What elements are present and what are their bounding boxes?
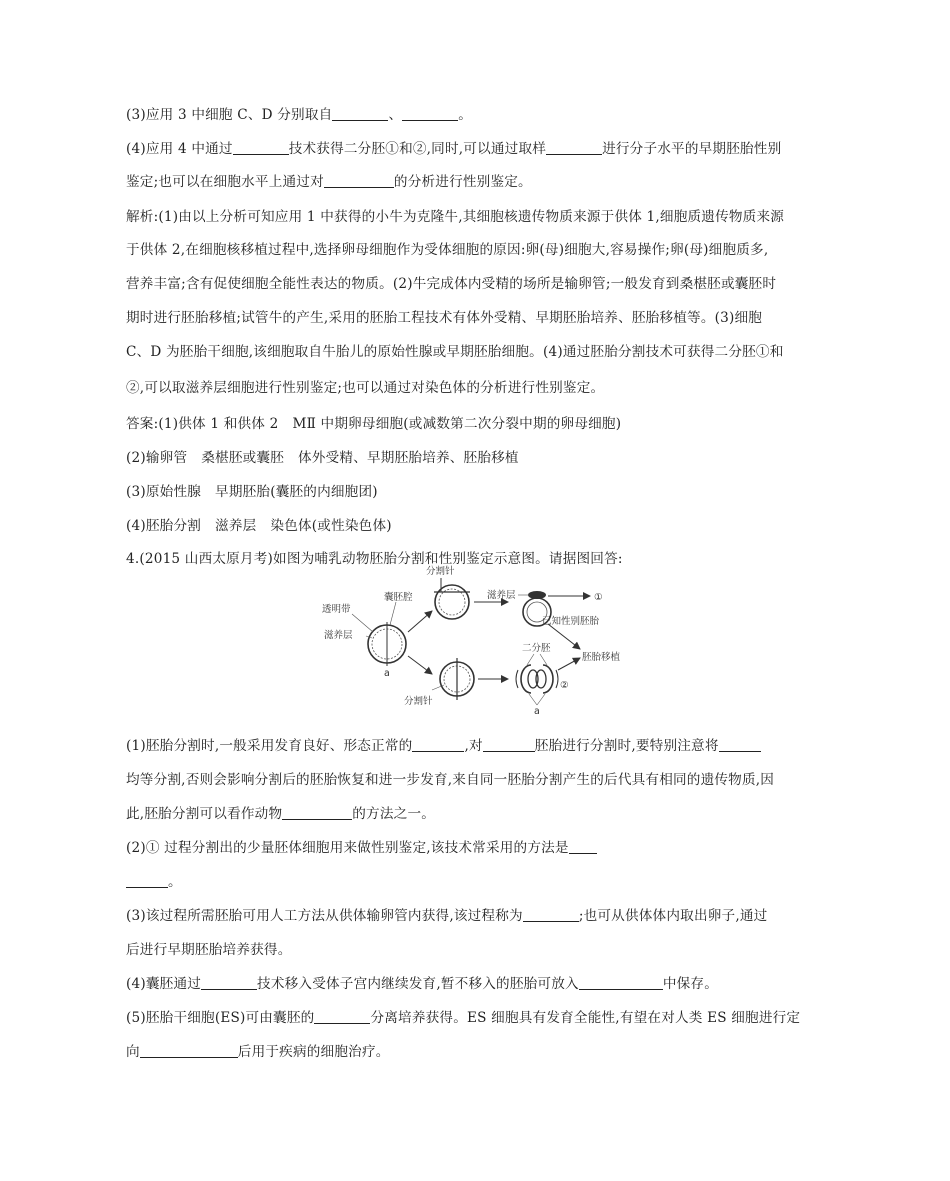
two-half-embryos: [516, 665, 558, 693]
label-mark-2: ②: [560, 680, 569, 691]
answer-blank[interactable]: [402, 106, 458, 121]
answer-blank[interactable]: [719, 737, 761, 752]
q4-part5-line2: 向 后用于疾病的细胞治疗。: [126, 1044, 390, 1060]
answer-line-4: (4)胚胎分割 滋养层 染色体(或性染色体): [126, 518, 392, 534]
answer-blank[interactable]: [546, 140, 602, 155]
q4-part5-line1: (5)胚胎干细胞(ES)可由囊胚的 分离培养获得。ES 细胞具有发育全能性,有望在对人类 ES 细胞进行定: [126, 1010, 801, 1026]
answer-line-2: (2)输卵管 桑椹胚或囊胚 体外受精、早期胚胎培养、胚胎移植: [126, 450, 519, 466]
label-zona: 透明带: [322, 604, 351, 615]
answer-blank[interactable]: [201, 975, 257, 990]
answer-blank[interactable]: [569, 839, 597, 854]
label-transfer: 胚胎移植: [582, 652, 621, 663]
analysis-line-2: 于供体 2,在细胞核移植过程中,选择卵母细胞作为受体细胞的原因:卵(母)细胞大,容易操作;卵(母)细胞质多,: [126, 242, 769, 258]
q4-part1-line2: 均等分割,否则会影响分割后的胚胎恢复和进一步发育,来自同一胚胎分割产生的后代具有相同的遗传物质,因: [126, 772, 775, 788]
answer-blank[interactable]: [523, 907, 579, 922]
label-needle-top: 分割针: [426, 566, 455, 577]
answer-blank[interactable]: [324, 173, 394, 188]
blastocyst-left: [368, 622, 406, 666]
q4-part2-line1: (2)① 过程分割出的少量胚体细胞用来做性别鉴定,该技术常采用的方法是: [126, 836, 597, 856]
label-cavity: 囊胚腔: [384, 592, 413, 603]
analysis-line-1: 解析:(1)由以上分析可知应用 1 中获得的小牛为克隆牛,其细胞核遗传物质来源于供体 1,细胞质遗传物质来源: [126, 209, 785, 225]
answer-blank[interactable]: [126, 873, 168, 888]
answer-blank[interactable]: [579, 975, 663, 990]
answer-blank[interactable]: [412, 737, 464, 752]
answer-blank[interactable]: [282, 805, 352, 820]
q4-part3-line1: (3)该过程所需胚胎可用人工方法从供体输卵管内获得,该过程称为 ;也可从供体体内取出卵子,通过: [126, 908, 768, 924]
q3-part4-line1: (4)应用 4 中通过 技术获得二分胚①和②,同时,可以通过取样 进行分子水平的早期胚胎性别: [126, 141, 782, 157]
q4-part1-line3: 此,胚胎分割可以看作动物 的方法之一。: [126, 806, 436, 822]
label-a-left: a: [384, 668, 390, 679]
analysis-line-3: 营养丰富;含有促使细胞全能性表达的物质。(2)牛完成体内受精的场所是输卵管;一般发育到桑椹胚或囊胚时: [126, 276, 777, 292]
label-troph-left: 滋养层: [324, 630, 353, 641]
label-mark-1: ①: [594, 592, 603, 603]
blastocyst-bottom: [440, 658, 474, 700]
answer-line-1: 答案:(1)供体 1 和供体 2 MⅡ 中期卵母细胞(或减数第二次分裂中期的卵母细胞): [126, 416, 622, 432]
q4-part3-line2: 后进行早期胚胎培养获得。: [126, 942, 292, 958]
answer-blank[interactable]: [140, 1043, 238, 1058]
label-troph-right: 滋养层: [487, 590, 516, 601]
answer-line-3: (3)原始性腺 早期胚胎(囊胚的内细胞团): [126, 484, 378, 500]
analysis-line-4: 期时进行胚胎移植;试管牛的产生,采用的胚胎工程技术有体外受精、早期胚胎培养、胚胎移植等。(3)细胞: [126, 310, 763, 326]
q4-part4: (4)囊胚通过 技术移入受体子宫内继续发育,暂不移入的胚胎可放入 中保存。: [126, 976, 718, 992]
answer-blank[interactable]: [233, 140, 289, 155]
blastocyst-top: [434, 578, 470, 619]
q4-stem: 4.(2015 山西太原月考)如图为哺乳动物胚胎分割和性别鉴定示意图。请据图回答:: [126, 551, 623, 567]
q4-part1-line1: (1)胚胎分割时,一般采用发育良好、形态正常的 ,对 胚胎进行分割时,要特别注意将: [126, 734, 761, 754]
answer-blank[interactable]: [314, 1009, 370, 1024]
label-two-embryo: 二分胚: [522, 643, 551, 654]
q4-part2-line2: 。: [126, 870, 182, 890]
answer-blank[interactable]: [332, 106, 388, 121]
analysis-line-6: ②,可以取滋养层细胞进行性别鉴定;也可以通过对染色体的分析进行性别鉴定。: [126, 380, 605, 396]
q3-part3: (3)应用 3 中细胞 C、D 分别取自 、 。: [126, 107, 473, 123]
embryo-splitting-diagram: [322, 564, 632, 714]
q3-part4-line2: 鉴定;也可以在细胞水平上通过对 的分析进行性别鉴定。: [126, 174, 532, 190]
label-known-sex: 已知性别胚胎: [542, 616, 600, 627]
analysis-line-5: C、D 为胚胎干细胞,该细胞取自牛胎儿的原始性腺或早期胚胎细胞。(4)通过胚胎分割技术可获得二分胚①和: [126, 344, 784, 360]
answer-blank[interactable]: [483, 737, 535, 752]
label-a-bottom: a: [534, 706, 540, 714]
label-needle-bottom: 分割针: [404, 696, 433, 707]
